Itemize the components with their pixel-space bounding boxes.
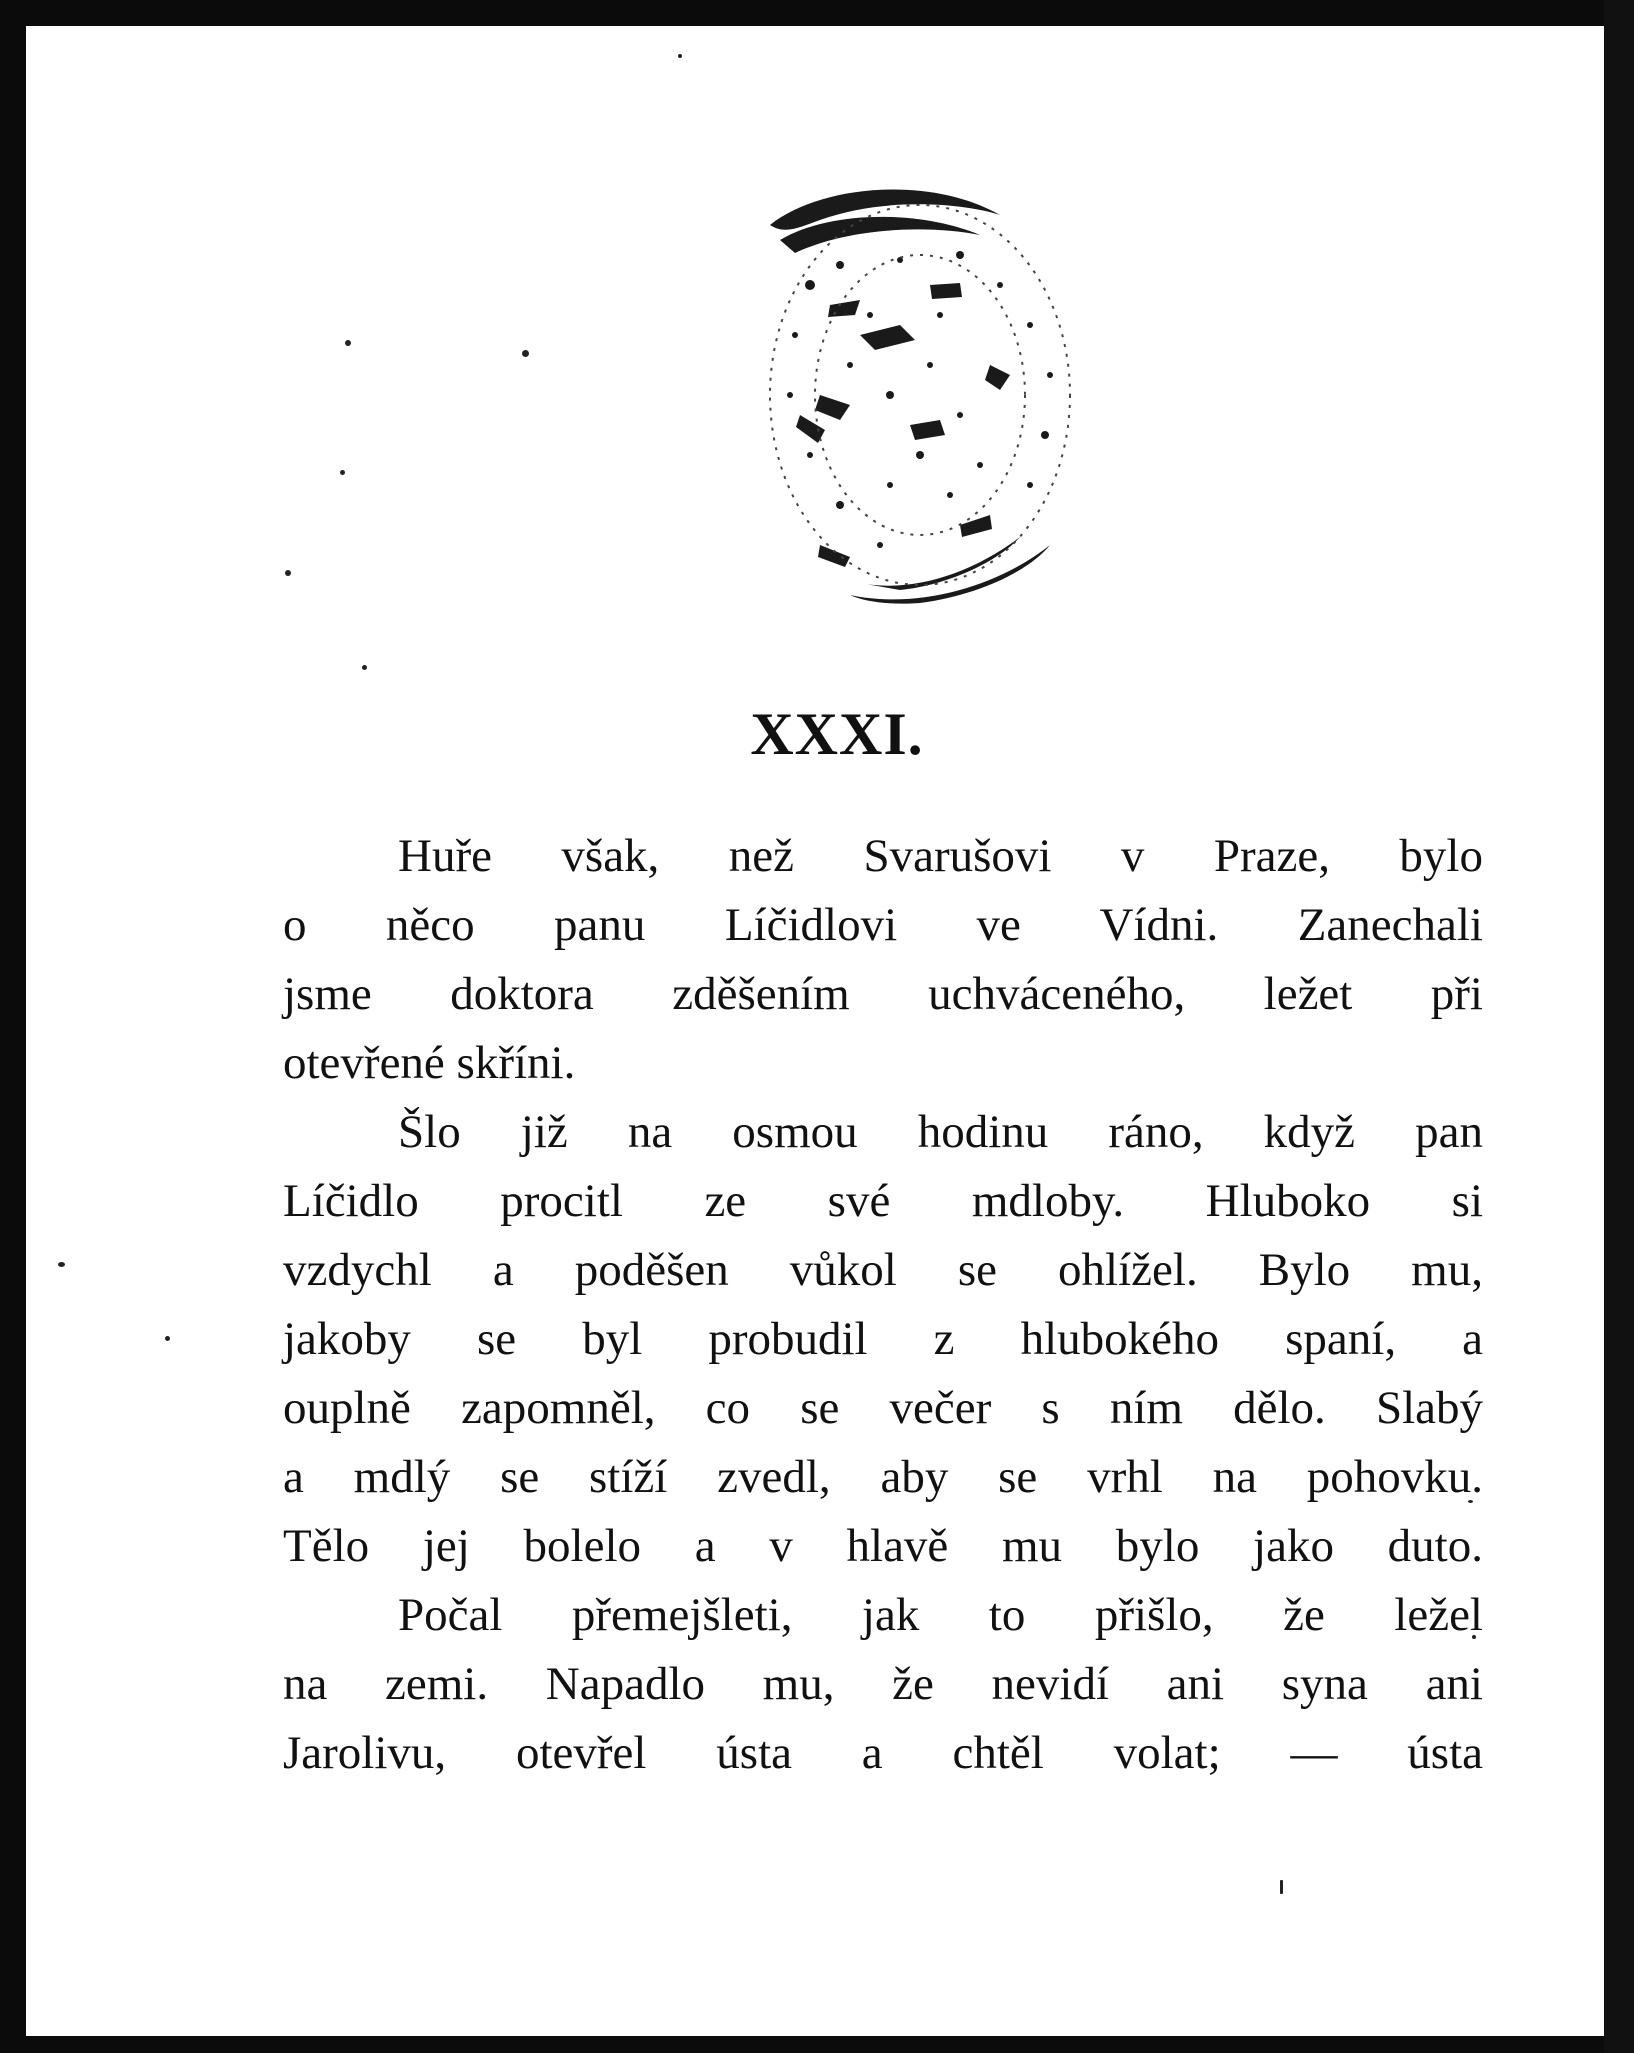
text-line: na zemi. Napadlo mu, že nevidí ani syna ani: [283, 1658, 1483, 1710]
text-line: Počal přemejšleti, jak to přišlo, že ležel: [398, 1589, 1483, 1641]
text-line: Jarolivu, otevřel ústa a chtěl volat; — ústa: [283, 1727, 1483, 1779]
text-line: vzdychl a poděšen vůkol se ohlížel. Bylo mu,: [283, 1244, 1483, 1296]
text-line: ouplně zapomněl, co se večer s ním dělo. Slabý: [283, 1382, 1483, 1434]
text-line: otevřené skříni.: [283, 1037, 576, 1089]
chapter-title: XXXI.: [750, 701, 924, 767]
text-line: Tělo jej bolelo a v hlavě mu bylo jako duto.: [283, 1520, 1483, 1572]
text-line: jakoby se byl probudil z hlubokého spaní, a: [283, 1313, 1483, 1365]
chapter-body: [283, 822, 1483, 1788]
text-line: o něco panu Líčidlovi ve Vídni. Zanechali: [283, 899, 1483, 951]
text-line: jsme doktora zděšením uchváceného, ležet při: [283, 968, 1483, 1020]
text-line: Líčidlo procitl ze své mdloby. Hluboko si: [283, 1175, 1483, 1227]
text-line: Huře však, než Svarušovi v Praze, bylo: [398, 830, 1483, 882]
text-line: a mdlý se stíží zvedl, aby se vrhl na pohovku.: [283, 1451, 1483, 1503]
ornamental-vignette: [700, 165, 1140, 615]
text-line: Šlo již na osmou hodinu ráno, když pan: [398, 1106, 1483, 1158]
page-edge-shadow: [1604, 0, 1634, 2053]
